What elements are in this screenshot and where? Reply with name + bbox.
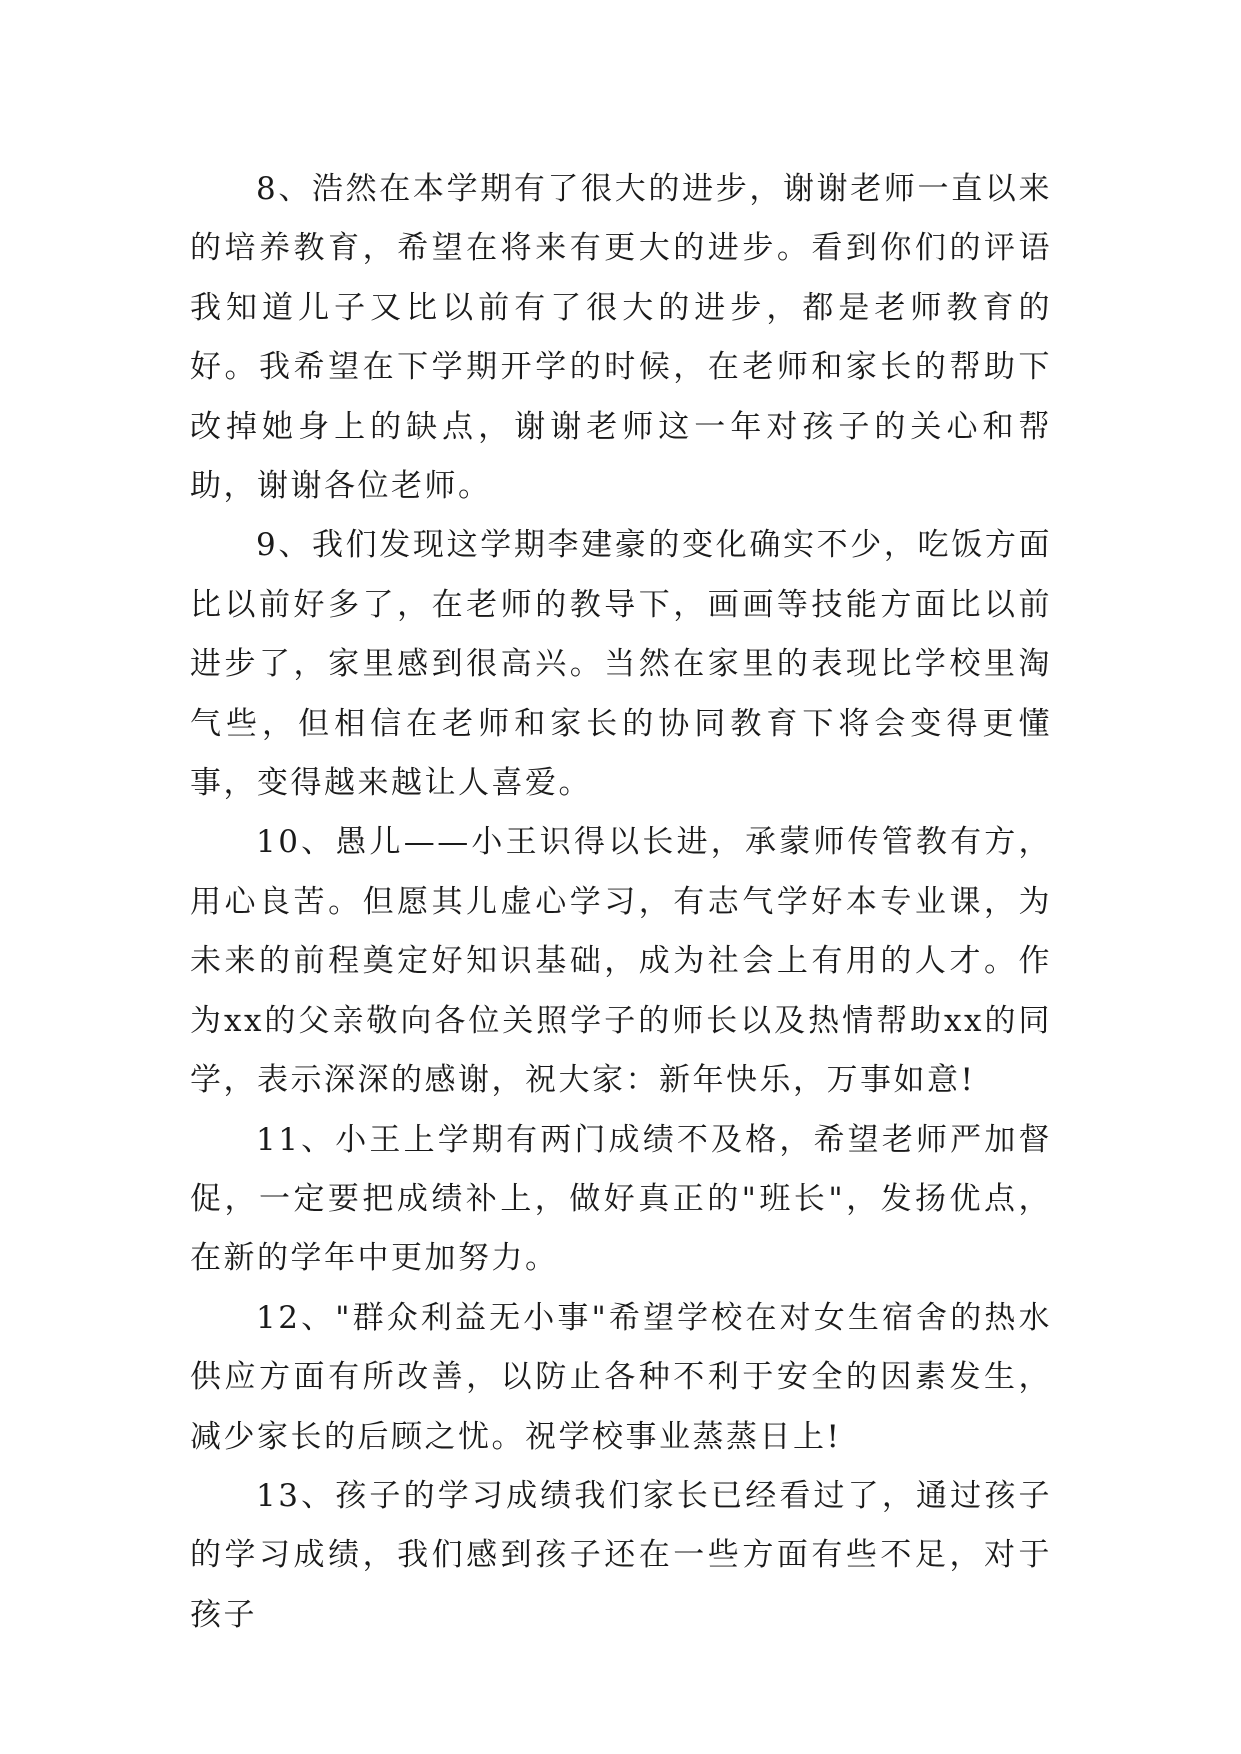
paragraph-8: 8、浩然在本学期有了很大的进步，谢谢老师一直以来的培养教育，希望在将来有更大的进步。看到你们的评语我知道儿子又比以前有了很大的进步，都是老师教育的好。我希望在下学期开学的时候，在老师和家长的帮助下改掉她身上的缺点，谢谢老师这一年对孩子的关心和帮助，谢谢各位老师。 <box>190 171 1052 505</box>
paragraph-12: 12、"群众利益无小事"希望学校在对女生宿舍的热水供应方面有所改善，以防止各种不利于安全的因素发生，减少家长的后顾之忧。祝学校事业蒸蒸日上! <box>190 1299 1052 1455</box>
paragraph-13: 13、孩子的学习成绩我们家长已经看过了，通过孩子的学习成绩，我们感到孩子还在一些方面有些不足，对于孩子 <box>190 1477 1052 1633</box>
document-body <box>190 160 1052 1645</box>
paragraph-11: 11、小王上学期有两门成绩不及格，希望老师严加督促，一定要把成绩补上，做好真正的"班长"，发扬优点，在新的学年中更加努力。 <box>190 1121 1052 1277</box>
paragraph-10: 10、愚儿——小王识得以长进，承蒙师传管教有方，用心良苦。但愿其儿虚心学习，有志气学好本专业课，为未来的前程奠定好知识基础，成为社会上有用的人才。作为xx的父亲敬向各位关照学子的师长以及热情帮助xx的同学，表示深深的感谢，祝大家：新年快乐，万事如意! <box>190 824 1052 1099</box>
paragraph-9: 9、我们发现这学期李建豪的变化确实不少，吃饭方面比以前好多了，在老师的教导下，画画等技能方面比以前进步了，家里感到很高兴。当然在家里的表现比学校里淘气些，但相信在老师和家长的协同教育下将会变得更懂事，变得越来越让人喜爱。 <box>190 527 1052 802</box>
